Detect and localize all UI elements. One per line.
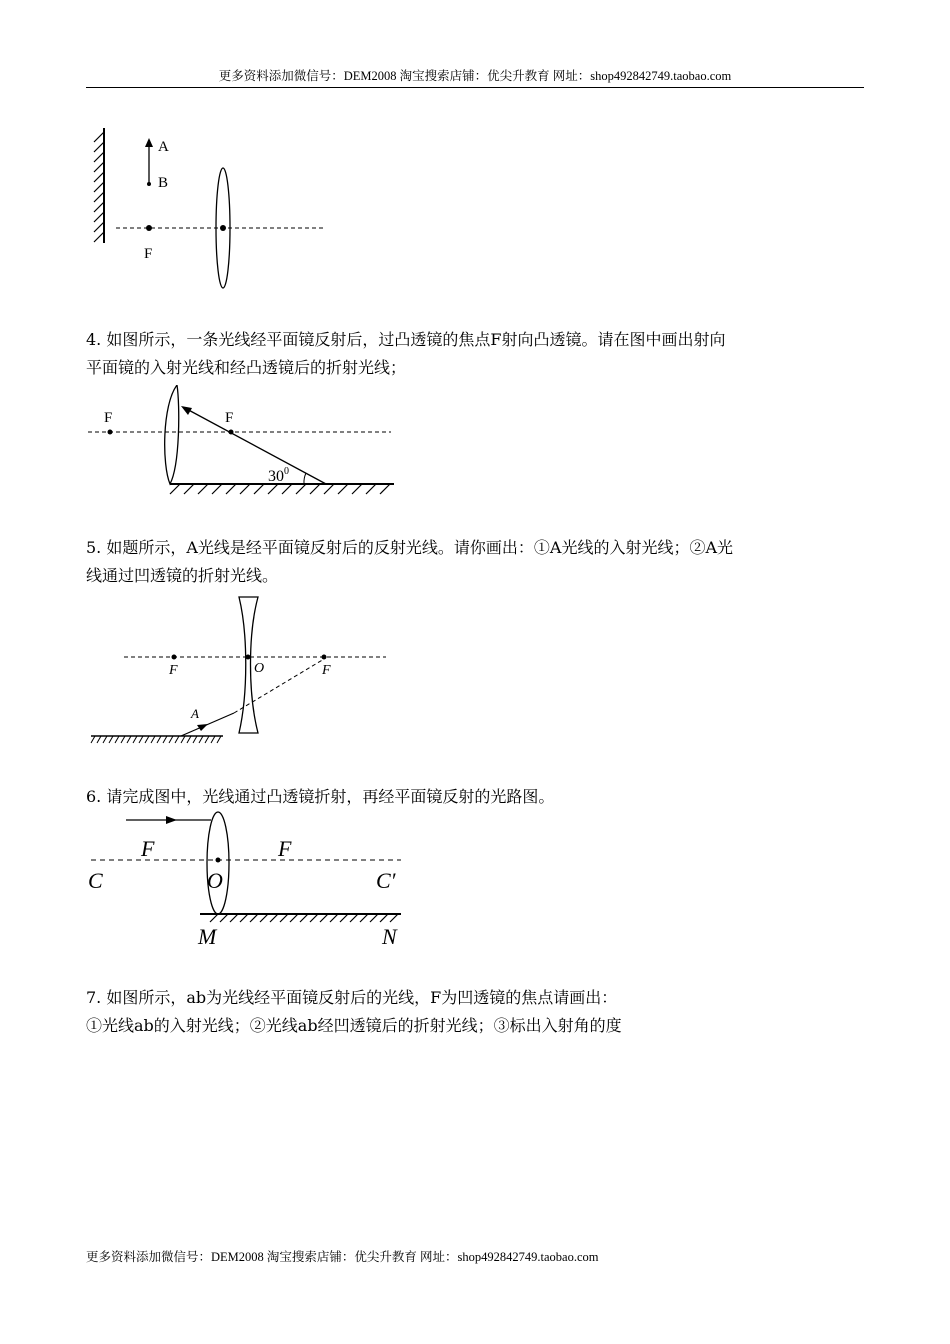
point-b-dot <box>147 182 151 186</box>
label-c: C <box>88 868 103 893</box>
convex-lens <box>207 812 229 914</box>
label-f-right: F <box>322 663 331 678</box>
figure-q4 <box>86 385 406 500</box>
question-5 <box>86 534 866 590</box>
label-f-right: F <box>278 836 292 861</box>
reflected-ray <box>183 407 326 484</box>
optical-center-dot <box>246 655 251 660</box>
label-f: F <box>144 246 153 262</box>
optical-center-dot <box>216 858 221 863</box>
mirror-hatching <box>91 736 221 743</box>
figure-q6 <box>86 810 416 950</box>
angle-arc <box>304 473 306 484</box>
figure-q5 <box>86 594 396 752</box>
label-f-left: F <box>104 410 113 426</box>
focus-left-dot <box>172 655 177 660</box>
label-n: N <box>382 924 397 949</box>
q4-line1: 4. 如图所示，一条光线经平面镜反射后，过凸透镜的焦点F射向凸透镜。请在图中画出射向 <box>86 330 726 349</box>
label-c-prime: C′ <box>376 868 396 893</box>
page-header: 更多资料添加微信号：DEM2008 淘宝搜索店铺：优尖升教育 网址：shop492842749.taobao.com <box>218 69 732 83</box>
label-m: M <box>198 924 217 949</box>
focus-right-dot <box>229 430 234 435</box>
question-7 <box>86 984 866 1040</box>
label-angle: $30^0$ <box>268 466 289 485</box>
mirror-hatching <box>210 914 398 922</box>
q7-line1: 7. 如图所示，ab为光线经平面镜反射后的光线，F为凹透镜的焦点请画出： <box>86 988 618 1007</box>
ray-extension <box>234 659 324 713</box>
lens-center-dot <box>220 225 226 231</box>
ray-a-arrowhead <box>197 724 208 731</box>
object-arrowhead <box>145 138 153 147</box>
mirror-hatching <box>170 484 390 494</box>
q7-line2: ①光线ab的入射光线；②光线ab经凹透镜后的折射光线；③标出入射角的度 <box>86 1016 622 1035</box>
focus-dot <box>146 225 152 231</box>
question-6 <box>86 783 866 811</box>
incident-arrowhead <box>166 816 177 824</box>
label-b: B <box>158 175 169 191</box>
label-f-left: F <box>141 836 155 861</box>
convex-lens <box>165 385 179 484</box>
label-o: O <box>207 868 223 893</box>
focus-right-dot <box>322 655 327 660</box>
wall-hatching <box>94 132 104 242</box>
figure-q3 <box>86 118 346 298</box>
page-footer: 更多资料添加微信号：DEM2008 淘宝搜索店铺：优尖升教育 网址：shop492842749.taobao.com <box>86 1250 599 1264</box>
label-f-right: F <box>225 410 234 426</box>
question-4 <box>86 326 866 382</box>
q5-line1: 5. 如题所示，A光线是经平面镜反射后的反射光线。请你画出：①A光线的入射光线；②A光 <box>86 538 734 557</box>
label-f-left: F <box>169 663 178 678</box>
q6-line1: 6. 请完成图中，光线通过凸透镜折射，再经平面镜反射的光路图。 <box>86 787 555 806</box>
focus-left-dot <box>108 430 113 435</box>
label-a: A <box>158 139 169 155</box>
header-rule <box>86 87 864 88</box>
ray-arrowhead <box>181 406 192 415</box>
q5-line2: 线通过凹透镜的折射光线。 <box>86 566 279 585</box>
q4-line2: 平面镜的入射光线和经凸透镜后的折射光线； <box>86 358 407 377</box>
label-a: A <box>191 706 199 721</box>
label-o: O <box>254 661 265 676</box>
